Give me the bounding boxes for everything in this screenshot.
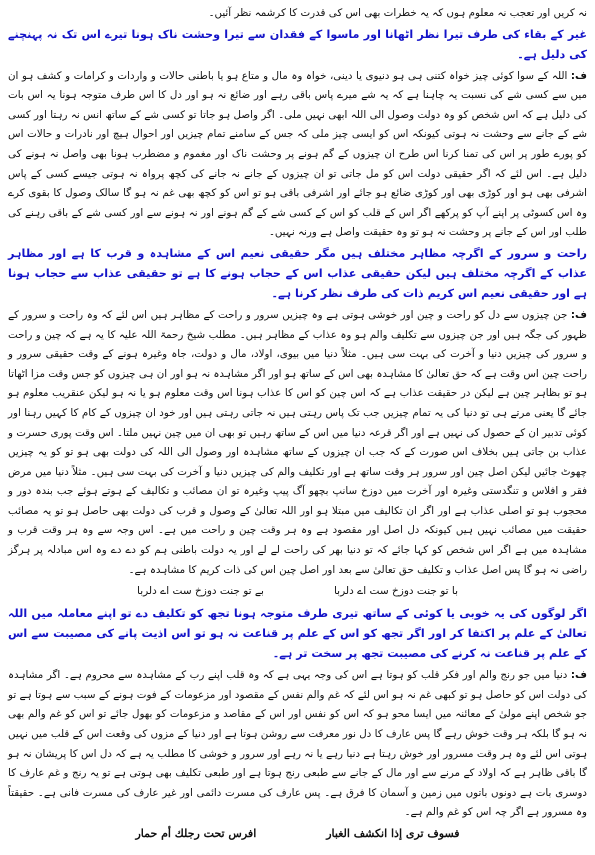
verse-hemistich-left: بے تو جنت دوزخ ست اے دلربا: [137, 585, 264, 598]
arabic-verse: [8, 825, 587, 843]
commentary-text: دنیا میں جو رنج والم اور فکر قلب کو ہوتا ہے اس کی وجہ یہی ہے کہ وہ قلب اپنے رب کے مشاہدہ سے محروم ہے۔ اگر مشاہدہ کی دولت اس کو حاصل ہو تو کبھی غم نہ ہو اس لئے کہ غم والم نفس کے مقصود اور مزعومات کے فوت ہونے کے سبب سے ہوتا ہے تو جو شخص اپنے مولیٰ کے معائنہ میں ایسا محو ہو کہ اس کو نفس اور اس کے مقاصد و مزعومات کو بھول جائے تو اس کو غم والم بھی نہ ہو گا بلکہ ہر وقت خوش رہے گا پس عارف کا دل نور معرفت سے روشن ہوتا ہے اور دنیا کے مزوں کی وقعت اس کے قلب میں نہیں ہوتی اس لئے وہ ہر وقت مسرور اور خوش رہتا ہے دنیا رہے یا نہ رہے اور سرور و خوشی کا مطلب یہ ہے کہ دل اس کا پریشان نہ ہو گا باقی ظاہر ہے کہ اولاد کے مرنے سے اور مال کے جانے سے طبعی رنج ہوتا ہے اور طبعی تکلیف بھی ہوتی ہے تو یہ رنج و غم عارف کا دوسری بات ہے دونوں باتوں میں زمین و آسمان کا فرق ہے۔ پس عارف کی مسرت دائمی اور غیر عارف کی مسرت فانی ہے۔ حقیقتاً وہ مسرور ہے اگر چہ اس کو غم والم ہے۔: [8, 669, 587, 819]
verse-hemistich-right: با تو جنت دوزخ ست اے دلربا: [333, 585, 459, 598]
section-heading-1: غیر کے بقاء کی طرف تیرا نظر اٹھانا اور ماسوا کے فقدان سے تیرا وحشت ناک ہونا تیرے اس تک نہ پہنچنے کی دلیل ہے۔: [8, 27, 587, 61]
commentary-paragraph-2: [8, 306, 587, 580]
commentary-paragraph-1: [8, 67, 587, 243]
opening-line: نہ کریں اور تعجب نہ معلوم ہوں کہ یہ خطرات بھی اس کی قدرت کا کرشمہ نظر آئیں۔: [208, 7, 587, 19]
commentary-text: جن چیزوں سے دل کو راحت و چین اور خوشی ہوتی ہے وہ چیزیں سرور و راحت کے مظاہر ہیں اس لئے کہ وہ راحت و سرور کے ظہور کی جگہ ہیں اور جن چیزوں سے تکلیف والم ہو وہ عذاب کے مظاہر ہیں۔ مطلب شیخ رحمۃ اللہ علیہ کا یہ ہے کہ چین و راحت و سرور کی چیزیں دنیا و آخرت کی بہت سی ہیں۔ مثلاً دنیا میں بیوی، اولاد، مال و دولت، جاہ وغیرہ ہونے کے وقت حقیقی سرور و راحت چین اس وقت ہے کہ حق تعالیٰ کا مشاہدہ بھی اس کے ساتھ ہو اور اگر مشاہدہ نہ ہو اور ان ہی چیزوں کو جس وقت مزا اٹھاتا ہو تو بظاہر چین ہے لیکن در حقیقت عذاب ہے کہ اس چین کو اس کا عذاب ہونا اس وقت معلوم ہو یا نہ ہو لیکن عنقریب معلوم ہو جائے گا یعنی مرتے ہی تو دنیا کی یہ تمام چیزیں جب تک پاس رہتی ہیں نہ جاتی رہتی ہیں اور خود ان چیزوں کے کام کا کہیں رہنا اور کوئی تدبیر ان کے حصول کی نہیں ہے اور اگر قرعہ دنیا میں اس کے ساتھ رہیں تو بھی ان میں چین نہیں ملتا۔ اس وقت پوری حسرت و عذاب بن جاتی ہیں بخلاف اس صورت کے کہ جب ان چیزوں کے ساتھ مشاہدہ اور وصول الی اللہ کی دولت بھی ہو تو کو یہ چیزیں چھوٹ جائیں لیکن اصل چین اور سرور ہر وقت ساتھ ہے اور تکلیف والم کی چیزیں دنیا و آخرت کی بہت سی ہیں۔ مثلاً دنیا میں مرض فقر و افلاس و تنگدستی وغیرہ اور آخرت میں دوزخ سانپ بچھو آگ پیپ وغیرہ تو ان مصائب و تکالیف کے ہوتے ہوئے جب بندہ دور و محجوب ہو تو اصلی عذاب ہے اور اگر ان تکالیف میں مبتلا ہو اور اللہ تعالیٰ کے وصول و قرب کی دولت بھی حاصل ہو تو یہ مصائب حقیقت میں مصائب نہیں ہیں کیونکہ دل اصل اور مقصود ہے وہ ہر وقت چین و راحت میں ہے۔ اس وجہ سے وہ ہر وقت قرب و مشاہدہ میں ہے اگر اس شخص کو کہا جائے کہ تو دنیا بھر کی راحت لے لے اور یہ دولت باطنی ہم کو دے دے وہ اس مبادلہ پر ہرگز راضی نہ ہو گا پس اصل عذاب و تکلیف حق تعالیٰ سے بعد اور اصل چین اس کی ذات کریم کا مشاہدہ ہے۔: [8, 308, 587, 576]
commentary-marker: ف:: [570, 69, 587, 82]
commentary-text: اللہ کے سوا کوئی چیز خواہ کتنی ہی ہو دنیوی یا دینی، خواہ وہ مال و متاع ہو یا باطنی حالات و واردات و کرامات و کشف ہو ان میں سے کسی شے کی نسبت یہ چاہنا ہے کہ یہ شے میرے پاس باقی رہے اور ضائع نہ ہو اور دل کا اس طرف متوجہ ہونا یہ اس بات کی دلیل ہے کہ اس شخص کو وہ دولت وصول الی اللہ ابھی نہیں ملی۔ اگر واصل ہو جاتا تو کسی شے کے ساتھ انس نہ رہتا اور کسی شے کے جانے سے وحشت نہ ہوتی کیونکہ اس کو ایسی چیز ملی کہ جس کے سامنے تمام چیزیں اور احوال ہیچ اور نادرات و حالات اس کو پورے طور پر اس کی تمنا کرنا اس طرح ان چیزوں کے گم ہونے پر وحشت ناک اور مغموم و مضطرب ہونا بھی واصل نہ ہونے کی دلیل ہے۔ اس لئے کہ اگر حقیقی دولت اس کو مل جاتی تو ان چیزوں کے جانے نہ جانے کی کچھ پرواہ نہ ہوتی جیسے کسی کے پاس اشرفی بھی ہو اور کوڑی بھی اور کوڑی ضائع ہو جائے اور اشرفی باقی ہو تو اس کو کچھ بھی غم نہ ہو گا سالک وصول کا بقوی کرے وہ اس کسوٹی پر اپنے آپ کو پرکھے اگر اس کے قلب کو اس کے کسی شے کے گم ہونے اور نہ ہونے سے اور کسی شے کے باقی رہنے کی طلب اور اس کے جانے پر وحشت نہ ہو تو وہ حقیقت واصل ہے ورنہ نہیں۔: [8, 69, 587, 239]
commentary-paragraph-3: [8, 666, 587, 823]
section-heading-2: راحت و سرور کے اگرچہ مظاہر مختلف ہیں مگر حقیقی نعیم اس کے مشاہدہ و قرب کا ہے اور مظاہر عذاب کے اگرچہ مختلف ہیں لیکن حقیقی عذاب اس کے حجاب ہونے کا ہے تو حقیقی عذاب سے حجاب ہونا ہے اور حقیقی نعیم اس کریم ذات کی طرف نظر کرنا ہے۔: [8, 246, 587, 300]
persian-verse: [8, 582, 587, 600]
section-heading-3: اگر لوگوں کی یہ خوبی یا کوئی کے ساتھ تیری طرف متوجہ ہونا تجھ کو تکلیف دے تو اپنے معاملہ میں اللہ تعالیٰ کے علم پر اکتفا کر اور اگر تجھ کو اس کے علم پر قناعت نہ ہو تو اس اذیت پانے کی مصیبت سے اس کے علم پر قناعت نہ کرنے کی مصیبت تجھ پر سخت تر ہے۔: [8, 607, 587, 661]
verse-hemistich-left: افرس تحت رجلك أم حمار: [135, 827, 257, 840]
commentary-marker: ف:: [570, 669, 587, 682]
verse-hemistich-right: فسوف تری إذا انكشف الغبار: [326, 827, 460, 840]
commentary-marker: ف:: [570, 308, 587, 321]
